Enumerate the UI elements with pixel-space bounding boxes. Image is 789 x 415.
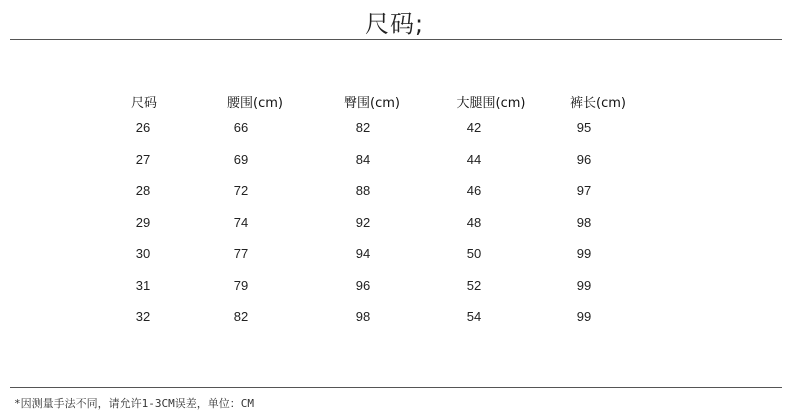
measurement-note: *因测量手法不同，请允许1-3CM误差，单位：CM bbox=[14, 397, 254, 410]
cell-size: 31 bbox=[135, 277, 151, 293]
cell-length: 97 bbox=[576, 183, 592, 198]
table-row bbox=[0, 270, 789, 302]
cell-hip: 88 bbox=[355, 183, 371, 198]
cell-hip: 96 bbox=[355, 277, 371, 293]
top-divider bbox=[10, 39, 782, 40]
table-row bbox=[0, 301, 789, 333]
cell-thigh: 44 bbox=[466, 151, 482, 167]
cell-waist: 82 bbox=[233, 309, 249, 324]
cell-waist: 69 bbox=[233, 151, 249, 167]
cell-waist: 74 bbox=[233, 214, 249, 230]
table-row bbox=[0, 238, 789, 270]
cell-size: 28 bbox=[135, 183, 151, 198]
cell-hip: 84 bbox=[355, 151, 371, 167]
cell-length: 98 bbox=[576, 214, 592, 230]
cell-thigh: 52 bbox=[466, 277, 482, 293]
cell-hip: 98 bbox=[355, 309, 371, 324]
size-table bbox=[0, 88, 789, 333]
cell-hip: 94 bbox=[355, 246, 371, 261]
table-row bbox=[0, 175, 789, 207]
cell-size: 26 bbox=[135, 120, 151, 135]
table-row bbox=[0, 207, 789, 239]
cell-size: 32 bbox=[135, 309, 151, 324]
cell-length: 99 bbox=[576, 246, 592, 261]
page-title: 尺码; bbox=[364, 10, 425, 38]
cell-waist: 72 bbox=[233, 183, 249, 198]
header-thigh: 大腿围(cm) bbox=[456, 96, 526, 111]
cell-thigh: 50 bbox=[466, 246, 482, 261]
bottom-divider bbox=[10, 387, 782, 388]
cell-length: 95 bbox=[576, 120, 592, 135]
cell-waist: 79 bbox=[233, 277, 249, 293]
cell-waist: 77 bbox=[233, 246, 249, 261]
cell-length: 99 bbox=[576, 309, 592, 324]
table-header-row bbox=[0, 88, 789, 112]
cell-size: 27 bbox=[135, 151, 151, 167]
cell-length: 96 bbox=[576, 151, 592, 167]
cell-thigh: 48 bbox=[466, 214, 482, 230]
cell-hip: 82 bbox=[355, 120, 371, 135]
cell-hip: 92 bbox=[355, 214, 371, 230]
table-row bbox=[0, 112, 789, 144]
header-waist: 腰围(cm) bbox=[227, 96, 283, 111]
cell-thigh: 42 bbox=[466, 120, 482, 135]
header-length: 裤长(cm) bbox=[570, 96, 626, 111]
cell-length: 99 bbox=[576, 277, 592, 293]
table-row bbox=[0, 144, 789, 176]
cell-thigh: 54 bbox=[466, 309, 482, 324]
cell-size: 29 bbox=[135, 214, 151, 230]
cell-size: 30 bbox=[135, 246, 151, 261]
cell-waist: 66 bbox=[233, 120, 249, 135]
header-hip: 臀围(cm) bbox=[344, 96, 400, 111]
header-size: 尺码 bbox=[130, 96, 158, 111]
cell-thigh: 46 bbox=[466, 183, 482, 198]
